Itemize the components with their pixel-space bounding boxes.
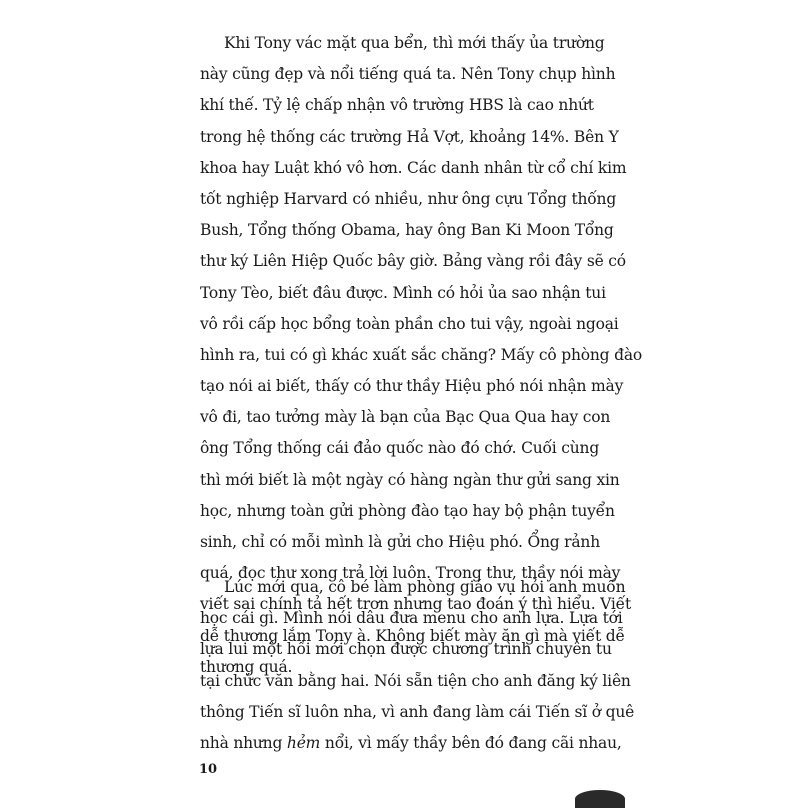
text-line: vô đi, tao tưởng mày là bạn của Bạc Qua Qua hay con: [200, 408, 611, 427]
text-line: Lúc mới qua, cô bé làm phòng giáo vụ hỏi anh muốn: [224, 578, 626, 596]
text-line: học, nhưng toàn gửi phòng đào tạo hay bộ phận tuyển: [200, 501, 615, 520]
text-line: dễ thương lắm Tony à. Không biết mày ăn gì mà viết dễ: [200, 626, 625, 645]
text-segment: nhà nhưng: [200, 733, 287, 752]
text-line: Tony Tèo, biết đâu được. Mình có hỏi ủa sao nhận tui: [200, 283, 606, 302]
text-line: thì mới biết là một ngày có hàng ngàn thư gửi sang xin: [200, 470, 620, 489]
text-line: tạo nói ai biết, thấy có thư thầy Hiệu phó nói nhận mày: [200, 377, 624, 396]
text-line: học cái gì. Mình nói dâu đưa menu cho anh lựa. Lựa tới: [200, 609, 623, 628]
text-line: khí thế. Tỷ lệ chấp nhận vô trường HBS là cao nhứt: [200, 96, 594, 115]
text-line: thương quá.: [200, 657, 293, 676]
emphasized-word: hẻm: [286, 733, 321, 752]
text-line: tốt nghiệp Harvard có nhiều, như ông cựu Tổng thống: [200, 189, 617, 208]
text-line: tại chức văn bằng hai. Nói sẵn tiện cho anh đăng ký liên: [200, 671, 631, 690]
text-line: Bush, Tổng thống Obama, hay ông Ban Ki Moon Tổng: [200, 221, 614, 240]
text-line: sinh, chỉ có mỗi mình là gửi cho Hiệu phó. Ổng rảnh: [200, 533, 600, 551]
text-line: ông Tổng thống cái đảo quốc nào đó chớ. Cuối cùng: [200, 439, 600, 458]
text-segment: nổi, vì mấy thầy bên đó đang cãi nhau,: [320, 733, 622, 752]
text-line: quá, đọc thư xong trả lời luôn. Trong thư, thầy nói mày: [200, 564, 621, 583]
page-edge-shadow: [575, 790, 625, 808]
text-line: này cũng đẹp và nổi tiếng quá ta. Nên Tony chụp hình: [200, 65, 616, 84]
text-line: hình ra, tui có gì khác xuất sắc chăng? Mấy cô phòng đào: [200, 345, 642, 364]
text-line: viết sai chính tả hết trơn nhưng tao đoán ý thì hiểu. Viết: [200, 595, 631, 614]
text-line: trong hệ thống các trường Hả Vợt, khoảng 14%. Bên Y: [200, 127, 619, 146]
paragraph-2: [200, 572, 635, 759]
text-line: khoa hay Luật khó vô hơn. Các danh nhân từ cổ chí kim: [200, 158, 627, 177]
text-line: Khi Tony vác mặt qua bển, thì mới thấy ủa trường: [224, 34, 605, 52]
page-number: 10: [199, 762, 218, 777]
text-line: thư ký Liên Hiệp Quốc bây giờ. Bảng vàng rồi đây sẽ có: [200, 252, 626, 271]
text-line-with-emphasis: [200, 728, 622, 759]
text-line: lựa lui một hồi mới chọn được chương trình chuyên tu: [200, 640, 612, 659]
text-line: vô rồi cấp học bổng toàn phần cho tui vậy, ngoài ngoại: [200, 314, 619, 333]
text-line: thông Tiến sĩ luôn nha, vì anh đang làm cái Tiến sĩ ở quê: [200, 702, 635, 721]
